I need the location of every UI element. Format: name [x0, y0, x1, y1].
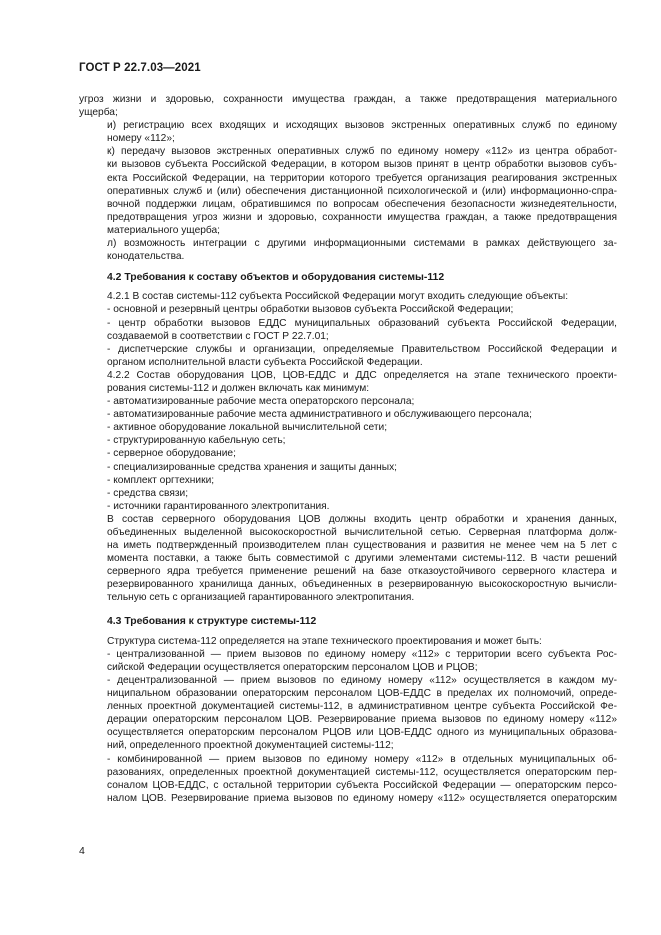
list-item	[79, 343, 617, 369]
list-item: - специализированные средства хранения и защиты данных;	[107, 461, 397, 473]
text-line: момента поставки, а также быть совместимой с другими элементами системы-112. В части решений	[107, 553, 617, 565]
text-line: сийской Федерации осуществляется операторским персоналом ЦОВ и РЦОВ;	[107, 661, 478, 673]
text-line: дерации операторским персоналом ЦОВ. Резервирование приема вызовов по единому номеру «112»	[107, 714, 617, 726]
list-item: - источники гарантированного электропитания.	[107, 500, 330, 512]
section-heading: 4.3 Требования к структуре системы-112	[107, 615, 317, 627]
text-line: ущерба;	[79, 107, 118, 119]
text-line: угроз жизни и здоровью, сохранности имущества граждан, а также предотвращения материального	[79, 94, 617, 105]
text-line: - основной и резервный центры обработки вызовов субъекта Российской Федерации;	[107, 304, 514, 316]
document-body	[79, 93, 617, 805]
list-item: - серверное оборудование;	[107, 448, 236, 460]
list-item: - автоматизированные рабочие места административного и обслуживающего персонала;	[107, 409, 532, 421]
text-line: вочной поддержки лицам, обратившимся по вопросам обеспечения безопасности жизнедеятельности,	[107, 198, 617, 210]
text-line: разованиях, определенных проектной документацией системы-112, осуществляется операторским пер-	[107, 766, 617, 778]
page-number: 4	[79, 845, 85, 857]
text-line: конодательства.	[107, 251, 185, 263]
list-item: - автоматизированные рабочие места операторского персонала;	[107, 396, 415, 408]
paragraph	[79, 145, 617, 237]
text-line: осуществляется операторским персоналом РЦОВ или ЦОВ-ЕДДС одного из муниципальных образова-	[107, 727, 617, 739]
paragraph	[79, 635, 617, 648]
paragraph	[79, 290, 617, 303]
list-item	[79, 317, 617, 343]
text-line: ний, определенного проектной документацией системы-112;	[107, 740, 394, 752]
text-line: - диспетчерские службы и организации, определяемые Правительством Российской Федерации и	[107, 343, 617, 355]
text-line: 4.2.2 Состав оборудования ЦОВ, ЦОВ-ЕДДС и ДДС определяется на этапе технического проекти-	[107, 369, 617, 381]
paragraph	[79, 93, 617, 119]
text-line: - децентрализованной — прием вызовов по единому номеру «112» осуществляется в каждом му-	[107, 674, 617, 686]
list-item	[79, 674, 617, 753]
text-line: ки вызовов субъекта Российской Федерации, в котором вызов принят в центр обработки вызовов субъ-	[107, 159, 617, 171]
paragraph	[79, 237, 617, 263]
text-line: - комбинированной — прием вызовов по единому номеру «112» в отдельных муниципальных об-	[107, 753, 617, 765]
text-line: резервированного хранилища данных, объединенных в резервированную высокоскоростную вычисли-	[107, 579, 617, 591]
text-line: соналом ЦОВ-ЕДДС, с остальной территории субъекта Российской Федерации — операторским персо-	[107, 779, 617, 791]
page-header: ГОСТ Р 22.7.03—2021	[79, 62, 201, 74]
text-line: - центр обработки вызовов ЕДДС муниципальных образований субъекта Российской Федерации,	[107, 317, 617, 329]
text-line: тельную сеть с организацией гарантированного электропитания.	[107, 592, 415, 604]
paragraph	[79, 513, 617, 605]
list-item: - активное оборудование локальной вычислительной сети;	[107, 422, 388, 434]
text-line: объединенных выделенной высокоскоростной вычислительной сетью. Серверная платформа долж-	[107, 527, 617, 538]
list-item: - комплект оргтехники;	[107, 474, 215, 486]
text-line: номеру «112»;	[107, 133, 175, 145]
text-line: екта Российской Федерации, на территории которого требуется организация реагирования экстренных	[107, 172, 617, 184]
text-line: - централизованной — прием вызовов по единому номеру «112» с территории всего субъекта Рос-	[107, 648, 617, 660]
section-heading: 4.2 Требования к составу объектов и оборудования системы-112	[107, 272, 445, 284]
text-line: создаваемой в соответствии с ГОСТ Р 22.7.01;	[107, 330, 329, 342]
list-item	[79, 753, 617, 805]
text-line: В состав серверного оборудования ЦОВ должны входить центр обработки и хранения данных,	[107, 513, 617, 525]
list-item	[79, 648, 617, 674]
text-line: рования системы-112 и должен включать как минимум:	[107, 382, 370, 394]
text-line: на иметь подтвержденный производителем план существования и развития не менее чем на 5 лет с	[107, 540, 617, 552]
text-line: Структура система-112 определяется на этапе технического проектирования и может быть:	[107, 635, 542, 647]
list-item: - средства связи;	[107, 487, 189, 499]
paragraph	[79, 369, 617, 395]
equipment-list	[79, 395, 617, 513]
text-line: налом ЦОВ. Резервирование приема вызовов по единому номеру «112» осуществляется операторским	[107, 792, 617, 804]
paragraph	[79, 119, 617, 145]
text-line: ниципальном образовании операторским персоналом ЦОВ-ЕДДС в пределах их полномочий, опреде-	[107, 688, 617, 700]
text-line: оперативных служб и (или) обеспечения дистанционной психологической и (или) информационно-спра-	[107, 185, 617, 197]
text-line: л) возможность интеграции с другими информационными системами в рамках действующего за-	[107, 238, 617, 250]
list-item: - структурированную кабельную сеть;	[107, 435, 286, 447]
text-line: ленных проектной документацией системы-112, в административном центре субъекта Российской Фе-	[107, 701, 617, 713]
text-line: серверного ядра требуется применение решений на базе отказоустойчивого серверного кластера и	[107, 566, 617, 578]
text-line: и) регистрацию всех входящих и исходящих вызовов экстренных оперативных служб по единому	[107, 120, 617, 132]
text-line: предотвращения угроз жизни и здоровью, сохранности имущества граждан, а также предотвращения	[107, 211, 617, 223]
list-item	[79, 303, 617, 316]
text-line: к) передачу вызовов экстренных оперативных служб по единому номеру «112» из центра обработ-	[107, 146, 617, 158]
text-line: 4.2.1 В состав системы-112 субъекта Российской Федерации могут входить следующие объекты:	[107, 291, 569, 303]
text-line: материального ущерба;	[107, 224, 221, 236]
text-line: органом исполнительной власти субъекта Российской Федерации.	[107, 356, 423, 368]
